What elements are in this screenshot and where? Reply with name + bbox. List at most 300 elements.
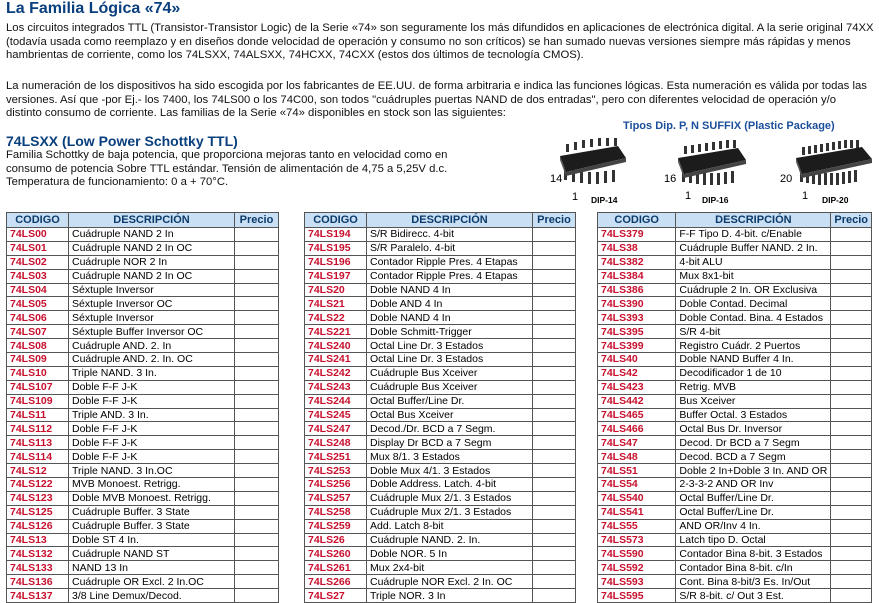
product-description: Cuádruple NAND 2 In OC [69, 269, 235, 283]
product-description: Doble F-F J-K [69, 422, 235, 436]
table-row [598, 366, 872, 380]
product-code-link[interactable]: 74LS06 [7, 311, 69, 325]
product-code-link[interactable]: 74LS09 [7, 353, 69, 367]
table-row [305, 589, 576, 603]
product-price [831, 491, 872, 505]
product-description: Doble Mux 4/1. 3 Estados [367, 464, 533, 478]
table-row [305, 311, 576, 325]
product-code-link[interactable]: 74LS26 [305, 533, 367, 547]
description-column-header: DESCRIPCIÓN [676, 213, 831, 228]
price-column-header: Precio [533, 213, 576, 228]
family-desc-line: Familia Schottky de baja potencia, que proporciona mejoras tanto en velocidad como en [6, 149, 448, 161]
product-price [235, 505, 279, 519]
table-row [7, 297, 279, 311]
product-code-link[interactable]: 74LS260 [305, 547, 367, 561]
table-row [305, 269, 576, 283]
product-description: Cont. Bina 8-bit/3 Es. In/Out [676, 575, 831, 589]
product-code-link[interactable]: 74LS384 [598, 269, 676, 283]
product-price [235, 408, 279, 422]
table-row [598, 422, 872, 436]
product-price [533, 269, 576, 283]
dip16-chip-icon [676, 140, 760, 190]
product-price [235, 394, 279, 408]
product-code-link[interactable]: 74LS40 [598, 353, 676, 367]
product-price [533, 422, 576, 436]
product-description: Doble NOR. 5 In [367, 547, 533, 561]
product-price [831, 547, 872, 561]
product-price [235, 478, 279, 492]
product-price [831, 255, 872, 269]
product-price [235, 311, 279, 325]
product-description: Cuádruple Mux 2/1. 3 Estados [367, 491, 533, 505]
table-row [305, 450, 576, 464]
product-price [533, 505, 576, 519]
product-price [831, 408, 872, 422]
product-description: Séxtuple Inversor [69, 283, 235, 297]
product-code-link[interactable]: 74LS379 [598, 228, 676, 242]
product-price [235, 297, 279, 311]
table-row [7, 464, 279, 478]
table-row [305, 491, 576, 505]
dip16-package-image [664, 140, 748, 206]
product-description: Cuádruple Bus Xceiver [367, 366, 533, 380]
product-description: Séxtuple Buffer Inversor OC [69, 325, 235, 339]
numbering-paragraph: La numeración de los dispositivos ha sido escogida por los fabricantes de EE.UU. de forma arbitraria e indica las funciones lógicas. Esta numeración es válida por todas las versiones. Así que -por Ej.- los 7400, los 74LS00 o los 74C00, son todos "cuádruples puertas NAND de dos entradas", pero con diferentes velocidad de operación y/o distinto consumo de corriente. Las familias de la Serie «74» disponibles en stock son las siguientes: [6, 80, 867, 120]
product-code-link[interactable]: 74LS258 [305, 505, 367, 519]
product-code-link[interactable]: 74LS38 [598, 241, 676, 255]
table-row [7, 505, 279, 519]
product-price [235, 283, 279, 297]
product-code-link[interactable]: 74LS243 [305, 380, 367, 394]
product-code-link[interactable]: 74LS399 [598, 339, 676, 353]
product-price [533, 311, 576, 325]
product-price [533, 450, 576, 464]
product-code-link[interactable]: 74LS253 [305, 464, 367, 478]
product-price [831, 228, 872, 242]
product-price [533, 464, 576, 478]
product-code-link[interactable]: 74LS590 [598, 547, 676, 561]
product-code-link[interactable]: 74LS10 [7, 366, 69, 380]
family-title: 74LSXX (Low Power Schottky TTL) [6, 133, 238, 149]
dip14-label: DIP-14 [591, 195, 618, 205]
product-code-link[interactable]: 74LS465 [598, 408, 676, 422]
product-description: Doble F-F J-K [69, 394, 235, 408]
product-price [831, 241, 872, 255]
family-description [6, 149, 506, 190]
dip14-chip-icon [558, 138, 638, 188]
product-description: Octal Bus Dr. Inversor [676, 422, 831, 436]
table-row [598, 353, 872, 367]
table-row [305, 575, 576, 589]
product-description: Decod./Dr. BCD a 7 Segm. [367, 422, 533, 436]
table-row [305, 297, 576, 311]
family-desc-line: Temperatura de funcionamiento: 0 a + 70°C. [6, 176, 229, 189]
product-code-link[interactable]: 74LS109 [7, 394, 69, 408]
dip14-package-image [550, 138, 630, 206]
product-code-link[interactable]: 74LS137 [7, 589, 69, 603]
product-price [831, 575, 872, 589]
table-row [7, 533, 279, 547]
product-description: Doble Contad. Bina. 4 Estados [676, 311, 831, 325]
product-code-link[interactable]: 74LS123 [7, 491, 69, 505]
table-row [305, 339, 576, 353]
product-description: Octal Buffer/Line Dr. [676, 505, 831, 519]
product-description: Contador Ripple Pres. 4 Etapas [367, 269, 533, 283]
product-description: S/R 4-bit [676, 325, 831, 339]
product-price [533, 339, 576, 353]
product-code-link[interactable]: 74LS247 [305, 422, 367, 436]
product-description: Contador Bina 8-bit. c/In [676, 561, 831, 575]
product-price [831, 436, 872, 450]
product-price [235, 491, 279, 505]
product-code-link[interactable]: 74LS573 [598, 533, 676, 547]
product-description: Doble AND 4 In [367, 297, 533, 311]
product-price [533, 408, 576, 422]
table-row [598, 547, 872, 561]
product-code-link[interactable]: 74LS113 [7, 436, 69, 450]
product-description: Octal Line Dr. 3 Estados [367, 353, 533, 367]
product-price [831, 325, 872, 339]
code-column-header: CODIGO [305, 213, 367, 228]
product-price [235, 533, 279, 547]
product-description: Doble F-F J-K [69, 450, 235, 464]
product-code-link[interactable]: 74LS122 [7, 478, 69, 492]
product-code-link[interactable]: 74LS595 [598, 589, 676, 603]
table-row [598, 519, 872, 533]
product-description: Octal Line Dr. 3 Estados [367, 339, 533, 353]
product-description: Cuádruple NOR Excl. 2 In. OC [367, 575, 533, 589]
product-code-link[interactable]: 74LS196 [305, 255, 367, 269]
table-row [305, 505, 576, 519]
product-code-link[interactable]: 74LS248 [305, 436, 367, 450]
package-heading: Tipos Dip. P, N SUFFIX (Plastic Package) [623, 120, 835, 132]
product-code-link[interactable]: 74LS257 [305, 491, 367, 505]
product-price [533, 380, 576, 394]
product-code-link[interactable]: 74LS51 [598, 464, 676, 478]
product-code-link[interactable]: 74LS48 [598, 450, 676, 464]
product-code-link[interactable]: 74LS13 [7, 533, 69, 547]
product-description: Cuádruple Buffer. 3 State [69, 519, 235, 533]
product-price [831, 422, 872, 436]
product-code-link[interactable]: 74LS03 [7, 269, 69, 283]
product-description: Doble NAND Buffer 4 In. [676, 353, 831, 367]
product-code-link[interactable]: 74LS07 [7, 325, 69, 339]
product-description: Buffer Octal. 3 Estados [676, 408, 831, 422]
table-row [598, 394, 872, 408]
product-price [533, 366, 576, 380]
dip20-label: DIP-20 [822, 195, 849, 205]
product-code-link[interactable]: 74LS112 [7, 422, 69, 436]
product-description: Contador Ripple Pres. 4 Etapas [367, 255, 533, 269]
product-price [831, 311, 872, 325]
product-table [597, 212, 872, 603]
product-code-link[interactable]: 74LS221 [305, 325, 367, 339]
product-code-link[interactable]: 74LS54 [598, 478, 676, 492]
product-code-link[interactable]: 74LS242 [305, 366, 367, 380]
product-price [533, 297, 576, 311]
product-price [533, 519, 576, 533]
product-code-link[interactable]: 74LS00 [7, 228, 69, 242]
product-code-link[interactable]: 74LS194 [305, 228, 367, 242]
product-description: Cuádruple 2 In. OR Exclusiva [676, 283, 831, 297]
product-code-link[interactable]: 74LS136 [7, 575, 69, 589]
product-price [831, 269, 872, 283]
product-description: S/R Bidirecc. 4-bit [367, 228, 533, 242]
product-code-link[interactable]: 74LS393 [598, 311, 676, 325]
product-code-link[interactable]: 74LS244 [305, 394, 367, 408]
product-price [831, 283, 872, 297]
product-description: Cuádruple Buffer NAND. 2 In. [676, 241, 831, 255]
product-price [831, 380, 872, 394]
table-row [305, 228, 576, 242]
product-description: Triple NAND. 3 In. [69, 366, 235, 380]
product-price [831, 589, 872, 603]
table-row [305, 436, 576, 450]
product-description: Doble NAND 4 In [367, 311, 533, 325]
product-code-link[interactable]: 74LS12 [7, 464, 69, 478]
product-price [533, 575, 576, 589]
product-price [533, 353, 576, 367]
product-code-link[interactable]: 74LS466 [598, 422, 676, 436]
product-code-link[interactable]: 74LS390 [598, 297, 676, 311]
table-row [598, 436, 872, 450]
product-code-link[interactable]: 74LS02 [7, 255, 69, 269]
product-description: Mux 8x1-bit [676, 269, 831, 283]
table-row [598, 575, 872, 589]
product-price [533, 325, 576, 339]
product-code-link[interactable]: 74LS382 [598, 255, 676, 269]
table-row [7, 478, 279, 492]
product-price [831, 353, 872, 367]
product-description: Séxtuple Inversor OC [69, 297, 235, 311]
product-code-link[interactable]: 74LS126 [7, 519, 69, 533]
product-description: Retrig. MVB [676, 380, 831, 394]
product-code-link[interactable]: 74LS541 [598, 505, 676, 519]
product-description: S/R 8-bit. c/ Out 3 Est. [676, 589, 831, 603]
product-code-link[interactable]: 74LS592 [598, 561, 676, 575]
product-code-link[interactable]: 74LS442 [598, 394, 676, 408]
table-row [598, 325, 872, 339]
table-row [7, 450, 279, 464]
product-code-link[interactable]: 74LS593 [598, 575, 676, 589]
table-row [7, 547, 279, 561]
table-row [598, 283, 872, 297]
product-price [235, 464, 279, 478]
price-column-header: Precio [831, 213, 872, 228]
product-price [235, 450, 279, 464]
table-row [7, 436, 279, 450]
product-code-link[interactable]: 74LS20 [305, 283, 367, 297]
product-price [831, 519, 872, 533]
family-desc-line: consumo de potencia Sobre TTL estándar. Tensión de alimentación de 4,75 a 5,25V d.c. [6, 162, 448, 175]
table-row [598, 255, 872, 269]
product-description: Séxtuple Inversor [69, 311, 235, 325]
product-code-link[interactable]: 74LS125 [7, 505, 69, 519]
table-row [598, 561, 872, 575]
product-description: Decod. Dr BCD a 7 Segm [676, 436, 831, 450]
table-row [598, 339, 872, 353]
table-row [7, 353, 279, 367]
product-description: NAND 13 In [69, 561, 235, 575]
dip20-package-image [780, 140, 876, 206]
table-row [305, 519, 576, 533]
product-price [831, 366, 872, 380]
product-price [235, 519, 279, 533]
table-row [305, 241, 576, 255]
product-description: Add. Latch 8-bit [367, 519, 533, 533]
table-row [305, 366, 576, 380]
table-row [305, 561, 576, 575]
product-price [533, 478, 576, 492]
product-code-link[interactable]: 74LS22 [305, 311, 367, 325]
product-description: Triple NOR. 3 In [367, 589, 533, 603]
product-description: Cuádruple NAND 2 In OC [69, 241, 235, 255]
table-row [7, 380, 279, 394]
product-description: Decodificador 1 de 10 [676, 366, 831, 380]
product-code-link[interactable]: 74LS114 [7, 450, 69, 464]
product-code-link[interactable]: 74LS01 [7, 241, 69, 255]
product-price [831, 561, 872, 575]
product-description: Doble F-F J-K [69, 380, 235, 394]
product-description: Cuádruple OR Excl. 2 In.OC [69, 575, 235, 589]
product-description: Octal Buffer/Line Dr. [367, 394, 533, 408]
product-code-link[interactable]: 74LS259 [305, 519, 367, 533]
product-code-link[interactable]: 74LS395 [598, 325, 676, 339]
product-code-link[interactable]: 74LS27 [305, 589, 367, 603]
product-price [533, 561, 576, 575]
table-row [7, 408, 279, 422]
product-code-link[interactable]: 74LS256 [305, 478, 367, 492]
product-price [533, 241, 576, 255]
table-row [7, 339, 279, 353]
product-code-link[interactable]: 74LS386 [598, 283, 676, 297]
product-price [235, 589, 279, 603]
table-row [598, 491, 872, 505]
table-row [7, 589, 279, 603]
table-row [305, 353, 576, 367]
table-row [598, 269, 872, 283]
product-description: Cuádruple Bus Xceiver [367, 380, 533, 394]
product-code-link[interactable]: 74LS132 [7, 547, 69, 561]
product-price [831, 339, 872, 353]
product-price [235, 561, 279, 575]
table-row [598, 228, 872, 242]
table-row [305, 547, 576, 561]
product-table [304, 212, 576, 603]
table-row [598, 589, 872, 603]
product-price [533, 394, 576, 408]
table-row [7, 283, 279, 297]
table-row [7, 366, 279, 380]
product-description: AND OR/Inv 4 In. [676, 519, 831, 533]
product-price [235, 366, 279, 380]
product-code-link[interactable]: 74LS423 [598, 380, 676, 394]
dip20-pin-one-label: 1 [802, 190, 809, 202]
product-code-link[interactable]: 74LS11 [7, 408, 69, 422]
product-code-link[interactable]: 74LS47 [598, 436, 676, 450]
product-description: Doble 2 In+Doble 3 In. AND OR [676, 464, 831, 478]
table-row [305, 422, 576, 436]
product-price [533, 547, 576, 561]
product-description: Cuádruple NAND 2 In [69, 228, 235, 242]
product-price [533, 283, 576, 297]
product-price [235, 436, 279, 450]
table-row [305, 533, 576, 547]
product-code-link[interactable]: 74LS04 [7, 283, 69, 297]
product-price [533, 491, 576, 505]
product-code-link[interactable]: 74LS197 [305, 269, 367, 283]
product-description: Doble F-F J-K [69, 436, 235, 450]
product-description: Doble Schmitt-Trigger [367, 325, 533, 339]
code-column-header: CODIGO [7, 213, 69, 228]
description-column-header: DESCRIPCIÓN [367, 213, 533, 228]
product-description: F-F Tipo D. 4-bit. c/Enable [676, 228, 831, 242]
table-row [305, 394, 576, 408]
product-description: Doble Contad. Decimal [676, 297, 831, 311]
product-price [235, 380, 279, 394]
table-row [598, 533, 872, 547]
table-row [7, 575, 279, 589]
product-code-link[interactable]: 74LS55 [598, 519, 676, 533]
intro-paragraph: Los circuitos integrados TTL (Transistor-Transistor Logic) de la Serie «74» son seguramente los más difundidos en aplicaciones de electrónica digital. A la serie original 74XX (todavía usada como reemplazo y en diseños donde velocidad de operación y consumo no son críticos) se han sumado nuevas versiones siempre más rápidas y menos hambrientas de corriente, como los 74LSXX, 74ALSXX, 74HCXX, 74CXX (estos dos últimos de tecnología CMOS). [6, 22, 874, 62]
dip14-pin-one-label: 1 [572, 191, 579, 203]
product-code-link[interactable]: 74LS241 [305, 353, 367, 367]
product-description: Contador Bina 8-bit. 3 Estados [676, 547, 831, 561]
product-price [235, 269, 279, 283]
product-code-link[interactable]: 74LS21 [305, 297, 367, 311]
product-code-link[interactable]: 74LS261 [305, 561, 367, 575]
product-description: Doble ST 4 In. [69, 533, 235, 547]
table-row [305, 380, 576, 394]
product-code-link[interactable]: 74LS251 [305, 450, 367, 464]
product-description: Cuádruple NOR 2 In [69, 255, 235, 269]
product-price [235, 339, 279, 353]
product-code-link[interactable]: 74LS195 [305, 241, 367, 255]
table-row [7, 491, 279, 505]
table-row [598, 241, 872, 255]
product-code-link[interactable]: 74LS107 [7, 380, 69, 394]
product-code-link[interactable]: 74LS540 [598, 491, 676, 505]
table-row [305, 464, 576, 478]
product-price [235, 241, 279, 255]
description-column-header: DESCRIPCIÓN [69, 213, 235, 228]
product-code-link[interactable]: 74LS05 [7, 297, 69, 311]
page-title: La Familia Lógica «74» [6, 0, 181, 17]
product-description: Registro Cuádr. 2 Puertos [676, 339, 831, 353]
product-description: Triple NAND. 3 In.OC [69, 464, 235, 478]
product-price [831, 464, 872, 478]
product-price [831, 478, 872, 492]
product-price [235, 422, 279, 436]
product-code-link[interactable]: 74LS245 [305, 408, 367, 422]
product-description: Display Dr BCD a 7 Segm [367, 436, 533, 450]
product-description: 3/8 Line Demux/Decod. [69, 589, 235, 603]
product-description: Doble MVB Monoest. Retrigg. [69, 491, 235, 505]
code-column-header: CODIGO [598, 213, 676, 228]
table-row [7, 241, 279, 255]
table-row [598, 505, 872, 519]
product-price [533, 228, 576, 242]
product-code-link[interactable]: 74LS266 [305, 575, 367, 589]
product-code-link[interactable]: 74LS08 [7, 339, 69, 353]
table-row [7, 311, 279, 325]
product-code-link[interactable]: 74LS42 [598, 366, 676, 380]
product-code-link[interactable]: 74LS133 [7, 561, 69, 575]
product-description: Bus Xceiver [676, 394, 831, 408]
dip14-pin-top-label: 14 [550, 173, 563, 185]
product-code-link[interactable]: 74LS240 [305, 339, 367, 353]
product-price [831, 505, 872, 519]
